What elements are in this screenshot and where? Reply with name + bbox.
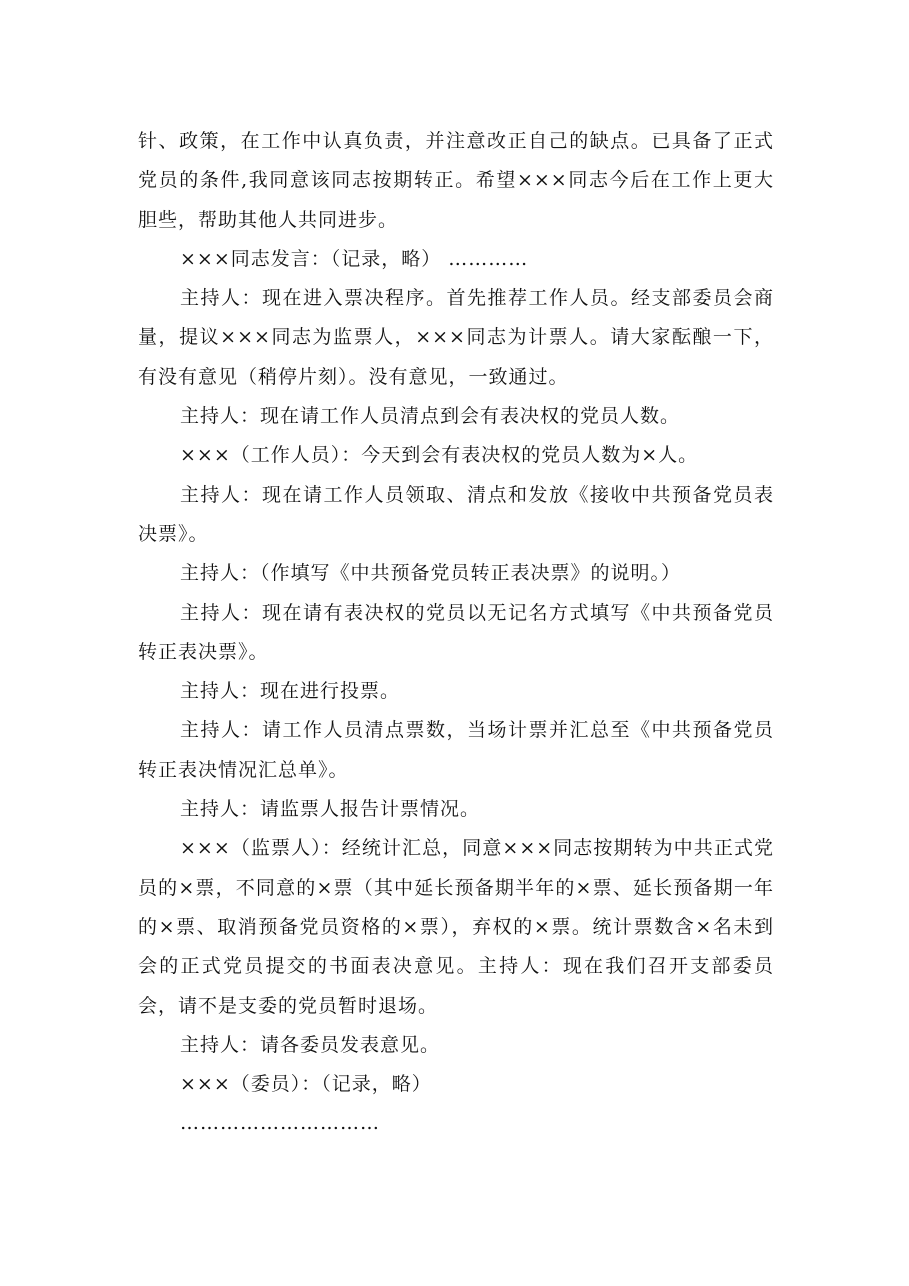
paragraph-speech: ×××同志发言：（记录，略） ………… [180,247,529,270]
paragraph-counting: 主持人：请工作人员清点票数，当场计票并汇总至《中共预备党员转正表决情况汇总单》。 [138,719,774,781]
paragraph-ellipsis: ………………………… [180,1112,380,1135]
paragraph-member-remarks: ×××（委员）：（记录，略） [180,1073,432,1096]
paragraph-report-request: 主持人：请监票人报告计票情况。 [180,798,481,821]
paragraph-continuation: 针、政策，在工作中认真负责，并注意改正自己的缺点。已具备了正式党员的条件,我同意该同志按期转正。希望×××同志今后在工作上更大胆些，帮助其他人共同进步。 [138,130,774,231]
paragraph-ballot-distribution: 主持人：现在请工作人员领取、清点和发放《接收中共预备党员表决票》。 [138,483,774,545]
paragraph-ballot-instructions: 主持人：（作填写《中共预备党员转正表决票》的说明。） [180,562,682,585]
document-page [138,122,774,1144]
paragraph-voting: 主持人：现在进行投票。 [180,680,401,703]
paragraph-vote-procedure: 主持人：现在进入票决程序。首先推荐工作人员。经支部委员会商量，提议×××同志为监票人，×××同志为计票人。请大家酝酿一下，有没有意见（稍停片刻）。没有意见，一致通过。 [138,287,774,388]
paragraph-vote-results: ×××（监票人）：经统计汇总，同意×××同志按期转为中共正式党员的×票，不同意的×票（其中延长预备期半年的×票、延长预备期一年的×票、取消预备党员资格的×票），弃权的×票。统计票数含×名未到会的正式党员提交的书面表决意见。主持人：现在我们召开支部委员会，请不是支委的党员暂时退场。 [138,837,774,1017]
paragraph-committee-opinions: 主持人：请各委员发表意见。 [180,1033,441,1056]
paragraph-ballot-filling: 主持人：现在请有表决权的党员以无记名方式填写《中共预备党员转正表决票》。 [138,601,774,663]
paragraph-headcount-report: ×××（工作人员）：今天到会有表决权的党员人数为×人。 [180,444,699,467]
paragraph-headcount-request: 主持人：现在请工作人员清点到会有表决权的党员人数。 [180,405,681,428]
